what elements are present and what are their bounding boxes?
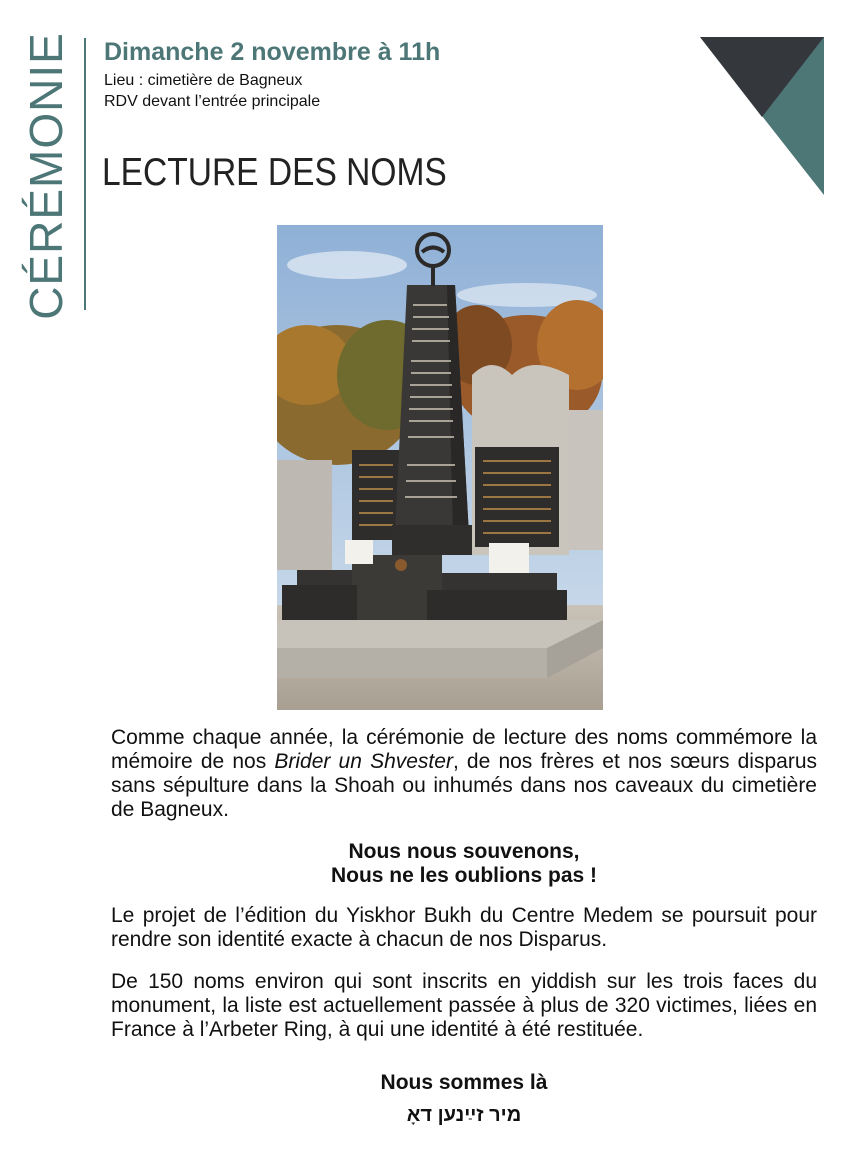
intro-text-end: , de nos frères et nos sœurs disparus sans sépulture dans la Shoah ou inhumés dans nos caveaux du cimetière de Bagneux. — [111, 750, 818, 821]
names-paragraph: De 150 noms environ qui sont inscrits en yiddish sur les trois faces du monument, la liste est actuellement passée à plus de 320 victimes, liées en France à l’Arbeter Ring, à qui une identité à été restituée. — [111, 970, 817, 1041]
callout-line-1: Nous nous souvenons, — [348, 840, 580, 863]
side-title-text: CÉRÉMONIE — [20, 32, 72, 320]
intro-text-start: Comme chaque année, la cérémonie de lecture des noms commémore la mémoire de nos — [111, 726, 817, 773]
side-title — [14, 32, 78, 320]
callout-line-2: Nous ne les oublions pas ! — [330, 864, 598, 887]
closing-line: Nous sommes là — [380, 1071, 548, 1094]
project-paragraph: Le projet de l’édition du Yiskhor Bukh du Centre Medem se poursuit pour rendre son identité exacte à chacun de nos Disparus. — [111, 904, 817, 951]
monument-photo — [277, 225, 603, 710]
intro-paragraph — [111, 726, 817, 822]
corner-triangles-decoration — [700, 37, 824, 195]
intro-italic-term: Brider un Shvester — [274, 750, 453, 773]
side-divider — [84, 38, 86, 310]
closing-yiddish: מיר זײַנען דאָ — [406, 1104, 522, 1126]
event-location: Lieu : cimetière de Bagneux — [104, 72, 303, 89]
meeting-point: RDV devant l’entrée principale — [104, 93, 321, 110]
remembrance-callout — [111, 840, 817, 888]
event-date: Dimanche 2 novembre à 11h — [104, 38, 441, 66]
page-title: LECTURE DES NOMS — [102, 151, 447, 194]
